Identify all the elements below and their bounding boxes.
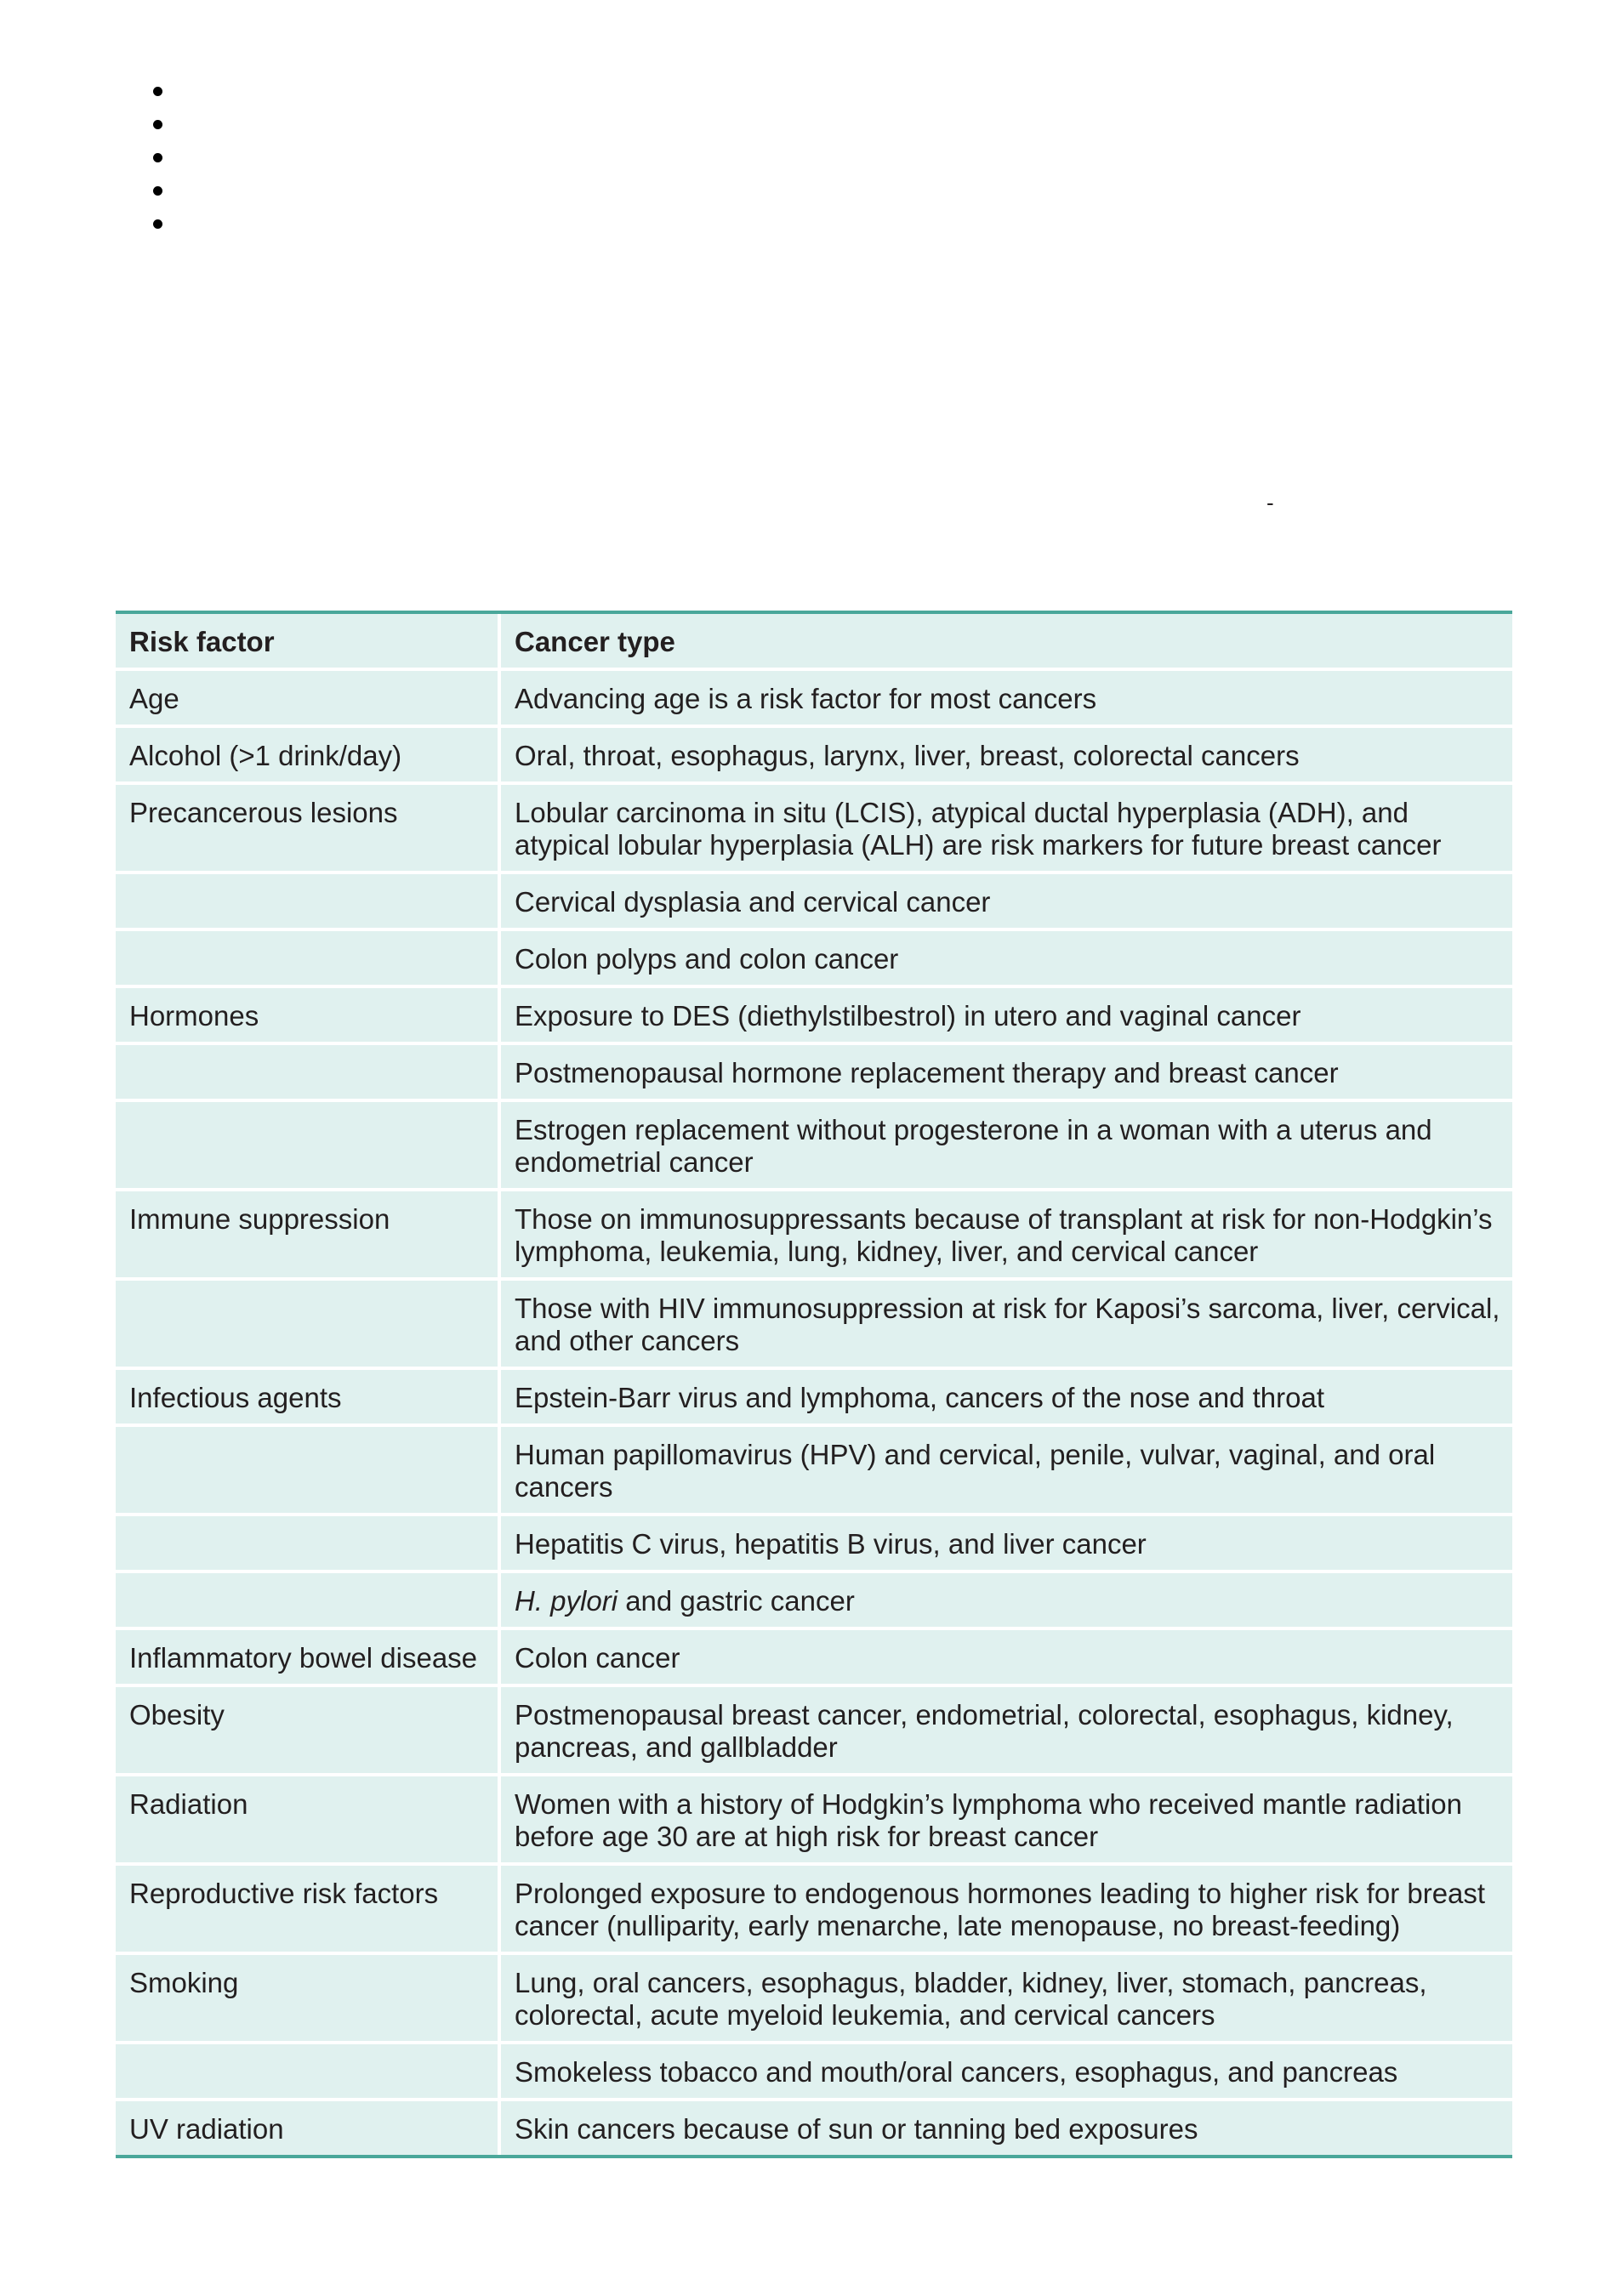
risk-factor-cell: Reproductive risk factors bbox=[116, 1866, 501, 1955]
risk-factor-cell bbox=[116, 874, 501, 931]
cancer-type-cell: Lobular carcinoma in situ (LCIS), atypical ductal hyperplasia (ADH), and atypical lobular hyperplasia (ALH) are risk markers for future breast cancer bbox=[501, 785, 1512, 874]
table-row bbox=[116, 2044, 1512, 2101]
table-row bbox=[116, 1866, 1512, 1955]
table-row bbox=[116, 671, 1512, 728]
risk-factor-cell bbox=[116, 1102, 501, 1191]
table-row bbox=[116, 1191, 1512, 1281]
table-row bbox=[116, 988, 1512, 1045]
risk-factor-cell: UV radiation bbox=[116, 2101, 501, 2155]
risk-factor-cell: Radiation bbox=[116, 1776, 501, 1866]
table-row bbox=[116, 2101, 1512, 2155]
risk-factor-cell: Infectious agents bbox=[116, 1370, 501, 1427]
risk-factor-cell bbox=[116, 2044, 501, 2101]
cancer-type-cell: Women with a history of Hodgkin’s lymphoma who received mantle radiation before age 30 are at high risk for breast cancer bbox=[501, 1776, 1512, 1866]
risk-factor-cell: Alcohol (>1 drink/day) bbox=[116, 728, 501, 785]
table-row bbox=[116, 1687, 1512, 1776]
cancer-type-cell: Prolonged exposure to endogenous hormones leading to higher risk for breast cancer (nulliparity, early menarche, late menopause, no breast-feeding) bbox=[501, 1866, 1512, 1955]
table-row bbox=[116, 728, 1512, 785]
risk-factor-cell bbox=[116, 1427, 501, 1516]
cancer-type-cell: Skin cancers because of sun or tanning bed exposures bbox=[501, 2101, 1512, 2155]
cancer-type-cell: Cervical dysplasia and cervical cancer bbox=[501, 874, 1512, 931]
cancer-type-cell: Those on immunosuppressants because of transplant at risk for non-Hodgkin’s lymphoma, leukemia, lung, kidney, liver, and cervical cancer bbox=[501, 1191, 1512, 1281]
table-row bbox=[116, 931, 1512, 988]
table-row bbox=[116, 1573, 1512, 1630]
cancer-type-cell bbox=[501, 1573, 1512, 1630]
table-row bbox=[116, 1630, 1512, 1687]
risk-factor-cell bbox=[116, 1516, 501, 1573]
table-row bbox=[116, 1776, 1512, 1866]
cancer-type-cell: Advancing age is a risk factor for most cancers bbox=[501, 671, 1512, 728]
cancer-type-cell: Hepatitis C virus, hepatitis B virus, and liver cancer bbox=[501, 1516, 1512, 1573]
cancer-type-cell: Colon cancer bbox=[501, 1630, 1512, 1687]
risk-factor-cell: Hormones bbox=[116, 988, 501, 1045]
risk-factor-cell: Precancerous lesions bbox=[116, 785, 501, 874]
cancer-type-cell: Epstein-Barr virus and lymphoma, cancers of the nose and throat bbox=[501, 1370, 1512, 1427]
header-risk-factor: Risk factor bbox=[116, 614, 501, 671]
cancer-type-cell: Oral, throat, esophagus, larynx, liver, breast, colorectal cancers bbox=[501, 728, 1512, 785]
cancer-type-cell: Postmenopausal hormone replacement therapy and breast cancer bbox=[501, 1045, 1512, 1102]
risk-factor-cell bbox=[116, 931, 501, 988]
table-row bbox=[116, 1427, 1512, 1516]
cancer-risk-factors-table bbox=[116, 611, 1512, 2158]
risk-factor-cell: Smoking bbox=[116, 1955, 501, 2044]
cancer-type-text: and gastric cancer bbox=[617, 1585, 855, 1617]
table-row bbox=[116, 1281, 1512, 1370]
risk-factor-cell bbox=[116, 1045, 501, 1102]
risk-factor-cell bbox=[116, 1281, 501, 1370]
table-row bbox=[116, 1045, 1512, 1102]
cancer-type-cell: Those with HIV immunosuppression at risk for Kaposi’s sarcoma, liver, cervical, and other cancers bbox=[501, 1281, 1512, 1370]
risk-factor-cell: Age bbox=[116, 671, 501, 728]
cancer-type-cell: Colon polyps and colon cancer bbox=[501, 931, 1512, 988]
table-row bbox=[116, 874, 1512, 931]
table-row bbox=[116, 1955, 1512, 2044]
risk-factor-cell: Immune suppression bbox=[116, 1191, 501, 1281]
italic-organism-name: H. pylori bbox=[515, 1585, 618, 1617]
risk-factor-cell: Obesity bbox=[116, 1687, 501, 1776]
cancer-type-cell: Lung, oral cancers, esophagus, bladder, kidney, liver, stomach, pancreas, colorectal, acute myeloid leukemia, and cervical cancers bbox=[501, 1955, 1512, 2044]
cancer-type-cell: Exposure to DES (diethylstilbestrol) in utero and vaginal cancer bbox=[501, 988, 1512, 1045]
risk-factor-cell bbox=[116, 1573, 501, 1630]
stray-dash: - bbox=[1266, 490, 1274, 515]
cancer-type-cell: Smokeless tobacco and mouth/oral cancers, esophagus, and pancreas bbox=[501, 2044, 1512, 2101]
cancer-type-cell: Estrogen replacement without progesterone in a woman with a uterus and endometrial cancer bbox=[501, 1102, 1512, 1191]
risk-factor-cell: Inflammatory bowel disease bbox=[116, 1630, 501, 1687]
header-cancer-type: Cancer type bbox=[501, 614, 1512, 671]
table-row bbox=[116, 1102, 1512, 1191]
cancer-type-cell: Postmenopausal breast cancer, endometrial, colorectal, esophagus, kidney, pancreas, and gallbladder bbox=[501, 1687, 1512, 1776]
table-row bbox=[116, 1516, 1512, 1573]
table-row bbox=[116, 785, 1512, 874]
table-header-row bbox=[116, 614, 1512, 671]
cancer-type-cell: Human papillomavirus (HPV) and cervical, penile, vulvar, vaginal, and oral cancers bbox=[501, 1427, 1512, 1516]
table-row bbox=[116, 1370, 1512, 1427]
